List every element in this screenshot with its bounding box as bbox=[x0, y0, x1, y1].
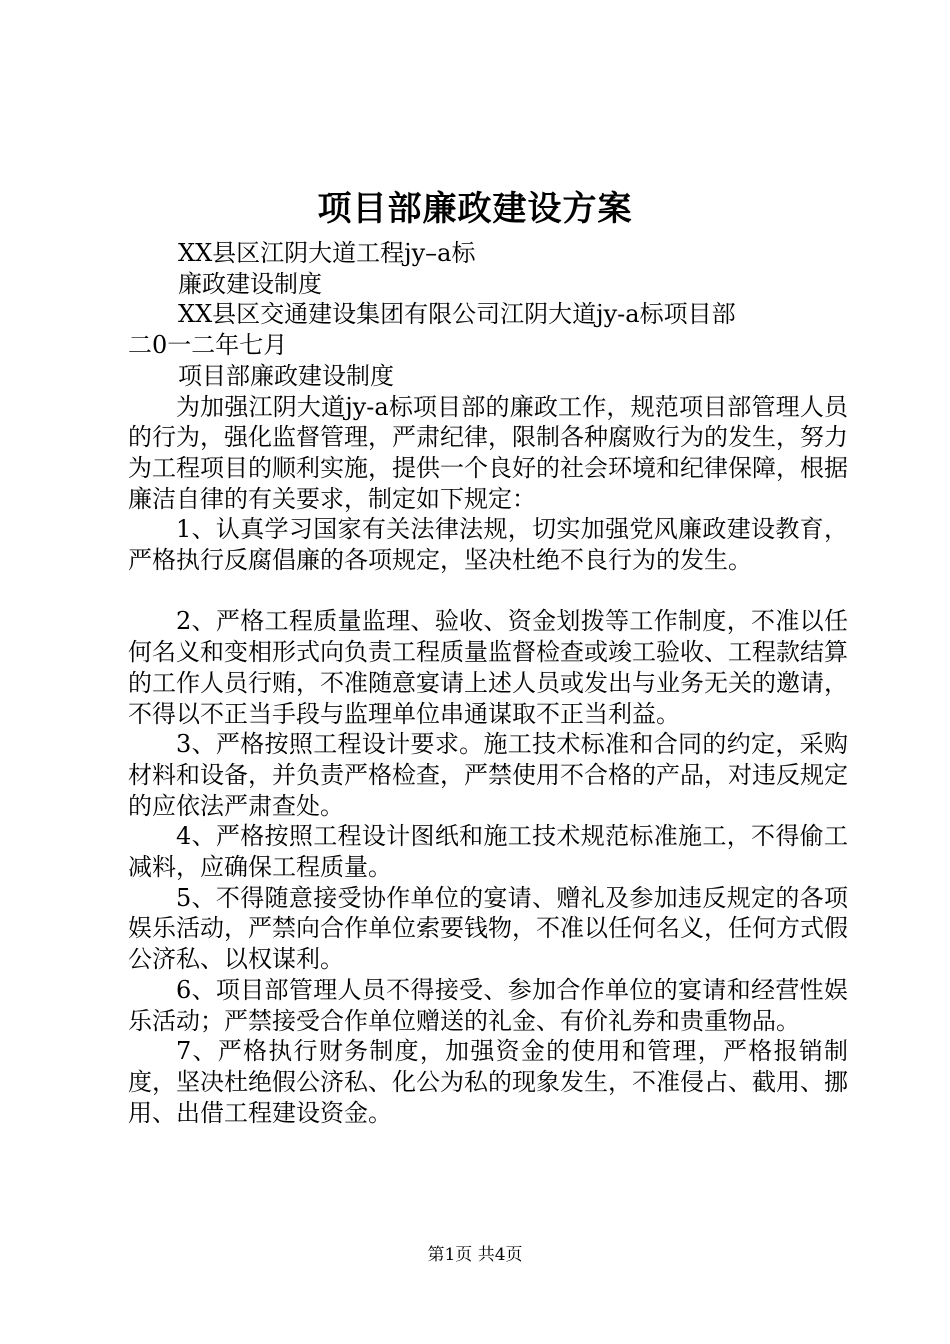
header-line-subtitle: 项目部廉政建设制度 bbox=[178, 361, 394, 390]
paragraph-rule-4: 4、严格按照工程设计图纸和施工技术规范标准施工，不得偷工减料，应确保工程质量。 bbox=[128, 822, 848, 882]
header-line-project: XX县区江阴大道工程jy–a标 bbox=[178, 239, 476, 267]
paragraph-rule-7: 7、严格执行财务制度，加强资金的使用和管理，严格报销制度，坚决杜绝假公济私、化公为私的现象发生，不准侵占、截用、挪用、出借工程建设资金。 bbox=[128, 1037, 848, 1127]
paragraph-intro: 为加强江阴大道jy-a标项目部的廉政工作，规范项目部管理人员的行为，强化监督管理，严肃纪律，限制各种腐败行为的发生，努力为工程项目的顺利实施，提供一个良好的社会环境和纪律保障，根据廉洁自律的有关要求，制定如下规定： bbox=[128, 392, 848, 513]
paragraph-rule-2: 2、严格工程质量监理、验收、资金划拨等工作制度，不准以任何名义和变相形式向负责工程质量监督检查或竣工验收、工程款结算的工作人员行贿，不准随意宴请上述人员或发出与业务无关的邀请，不得以不正当手段与监理单位串通谋取不正当利益。 bbox=[128, 607, 848, 728]
header-line-system: 廉政建设制度 bbox=[178, 269, 322, 298]
page-number-footer: 第1页 共4页 bbox=[427, 1245, 523, 1265]
document-body bbox=[128, 238, 848, 1128]
header-line-date: 二0一二年七月 bbox=[128, 331, 288, 360]
paragraph-rule-6: 6、项目部管理人员不得接受、参加合作单位的宴请和经营性娱乐活动；严禁接受合作单位赠送的礼金、有价礼券和贵重物品。 bbox=[128, 975, 848, 1035]
document-title: 项目部廉政建设方案 bbox=[317, 189, 633, 229]
paragraph-rule-1: 1、认真学习国家有关法律法规，切实加强党风廉政建设教育，严格执行反腐倡廉的各项规定，坚决杜绝不良行为的发生。 bbox=[128, 515, 848, 575]
header-line-company: XX县区交通建设集团有限公司江阴大道jy-a标项目部 bbox=[178, 300, 736, 329]
blank-line bbox=[128, 576, 848, 607]
paragraph-rule-3: 3、严格按照工程设计要求。施工技术标准和合同的约定，采购材料和设备，并负责严格检查，严禁使用不合格的产品，对违反规定的应依法严肃查处。 bbox=[128, 730, 848, 820]
paragraph-rule-5: 5、不得随意接受协作单位的宴请、赠礼及参加违反规定的各项娱乐活动，严禁向合作单位索要钱物，不准以任何名义，任何方式假公济私、以权谋利。 bbox=[128, 883, 848, 974]
